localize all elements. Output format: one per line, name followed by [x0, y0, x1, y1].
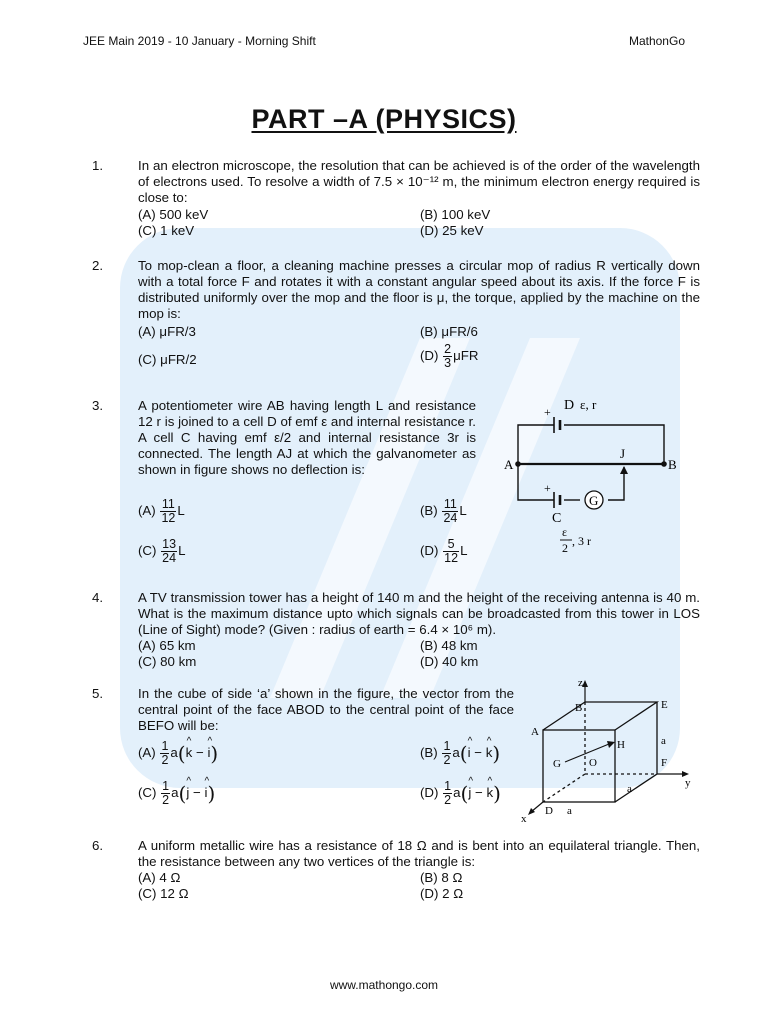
cell-d-emf: ε, r: [580, 397, 597, 412]
plus-sign: +: [544, 405, 551, 419]
point-g-label: G: [553, 758, 561, 770]
option-d: (D) 40 km: [420, 654, 479, 669]
cube-figure: [515, 678, 695, 823]
vertex-d-label: D: [545, 805, 553, 817]
option-a: (A) $\frac{1}{2}$ a(^ k − ^ i): [138, 740, 218, 767]
header-exam-title: JEE Main 2019 - 10 January - Morning Shift: [83, 34, 316, 48]
option-c: (C) μFR/2: [138, 352, 197, 367]
question-number: 1.: [92, 158, 104, 173]
option-d: (D) 2 Ω: [420, 886, 464, 901]
vertex-f-label: F: [661, 757, 668, 769]
vertex-o-label: O: [589, 757, 597, 769]
vertex-e-label: E: [661, 699, 668, 711]
option-d: (D) 25 keV: [420, 223, 484, 238]
option-a: (A) 4 Ω: [138, 870, 181, 885]
option-a: (A) $\frac{11}{12}$ L: [138, 497, 185, 525]
question-text: A uniform metallic wire has a resistance of 18 Ω and is bent into an equilateral triangle. Then, the resistance between any two vertices of the triangle is:: [138, 838, 700, 869]
galvanometer-label: G: [589, 493, 599, 508]
option-b: (B) μFR/6: [420, 324, 478, 339]
fraction: $\frac{13}{24}$: [162, 537, 177, 565]
option-a: (A) 65 km: [138, 638, 196, 653]
cell-c-resistance: , 3 r: [572, 534, 591, 548]
question-number: 5.: [92, 686, 104, 701]
axis-y-label: y: [685, 777, 691, 789]
option-d: (D) $\frac{1}{2}$ a(^ j − ^ k): [420, 780, 501, 807]
axis-z-label: z: [578, 678, 583, 689]
question-text: A TV transmission tower has a height of 140 m and the height of the receiving antenna is 40 m. What is the maximum distance upto which signals can be broadcasted from this tower in LOS (Line of Sight) mode? (Given : radius of earth = 6.4 × 10⁶ m).: [138, 590, 700, 637]
option-expression: μFR: [453, 348, 479, 364]
cell-d-label: D: [564, 398, 575, 413]
option-c: (C) $\frac{13}{24}$ L: [138, 537, 186, 565]
option-c: (C) 1 keV: [138, 223, 195, 238]
vertex-a-label: A: [531, 726, 539, 738]
cell-c-emf-den: 2: [562, 541, 568, 555]
option-b: (B) $\frac{1}{2}$ a(^ i − ^ k): [420, 740, 500, 767]
point-a-label: A: [504, 457, 514, 472]
header-brand: MathonGo: [628, 34, 685, 48]
fraction: $\frac{2}{3}$: [444, 342, 452, 370]
cell-c-label: C: [552, 511, 562, 526]
fraction: $\frac{5}{12}$: [444, 537, 459, 565]
edge-a-label: a: [627, 783, 632, 795]
fraction: $\frac{11}{24}$: [443, 497, 458, 525]
option-c: (C) 80 km: [138, 654, 197, 669]
vertex-b-label: B: [575, 702, 583, 714]
question-number: 3.: [92, 398, 104, 413]
option-d: [420, 343, 479, 370]
question-number: 4.: [92, 590, 104, 605]
option-a: (A) μFR/3: [138, 324, 196, 339]
option-c: (C) 12 Ω: [138, 886, 189, 901]
fraction: $\frac{11}{12}$: [161, 497, 176, 525]
option-b: (B) 100 keV: [420, 207, 491, 222]
edge-a-label: a: [661, 735, 666, 747]
question-number: 6.: [92, 838, 104, 853]
potentiometer-circuit-figure: [500, 392, 700, 570]
option-b: (B) 48 km: [420, 638, 478, 653]
point-j-label: J: [620, 446, 626, 461]
option-b: (B) 8 Ω: [420, 870, 463, 885]
question-number: 2.: [92, 258, 104, 273]
option-label: (D): [420, 348, 439, 364]
question-text: A potentiometer wire AB having length L and resistance 12 r is joined to a cell D of emf ε and internal resistance r. A cell C having emf ε/2 and internal resistance 3r is connected. The length AJ at which the galvanometer as shown in figure shows no deflection is:: [138, 398, 476, 477]
footer-website: www.mathongo.com: [329, 978, 439, 992]
option-d: (D) $\frac{5}{12}$ L: [420, 537, 468, 565]
question-text: To mop-clean a floor, a cleaning machine presses a circular mop of radius R vertically down with a total force F and rotates it with a constant angular speed about its axis. If the force F is distributed uniformly over the mop and the floor is μ, the torque, applied by the machine on the mop is:: [138, 258, 700, 321]
option-c: (C) $\frac{1}{2}$ a(^ j − ^ i): [138, 780, 215, 807]
point-b-label: B: [668, 457, 677, 472]
option-b: (B) $\frac{11}{24}$ L: [420, 497, 467, 525]
plus-sign: +: [544, 481, 551, 495]
question-text: In an electron microscope, the resolution that can be achieved is of the order of the wavelength of electrons used. To resolve a width of 7.5 × 10⁻¹² m, the minimum electron energy required is close to:: [138, 158, 700, 205]
page-title: PART –A (PHYSICS): [251, 104, 517, 134]
edge-a-label: a: [567, 805, 572, 817]
option-a: (A) 500 keV: [138, 207, 209, 222]
cell-c-emf-num: ε: [562, 525, 568, 539]
axis-x-label: x: [521, 813, 527, 823]
question-text: In the cube of side ‘a’ shown in the figure, the vector from the central point of the face ABOD to the central point of the face BEFO will be:: [138, 686, 514, 733]
point-h-label: H: [617, 739, 625, 751]
